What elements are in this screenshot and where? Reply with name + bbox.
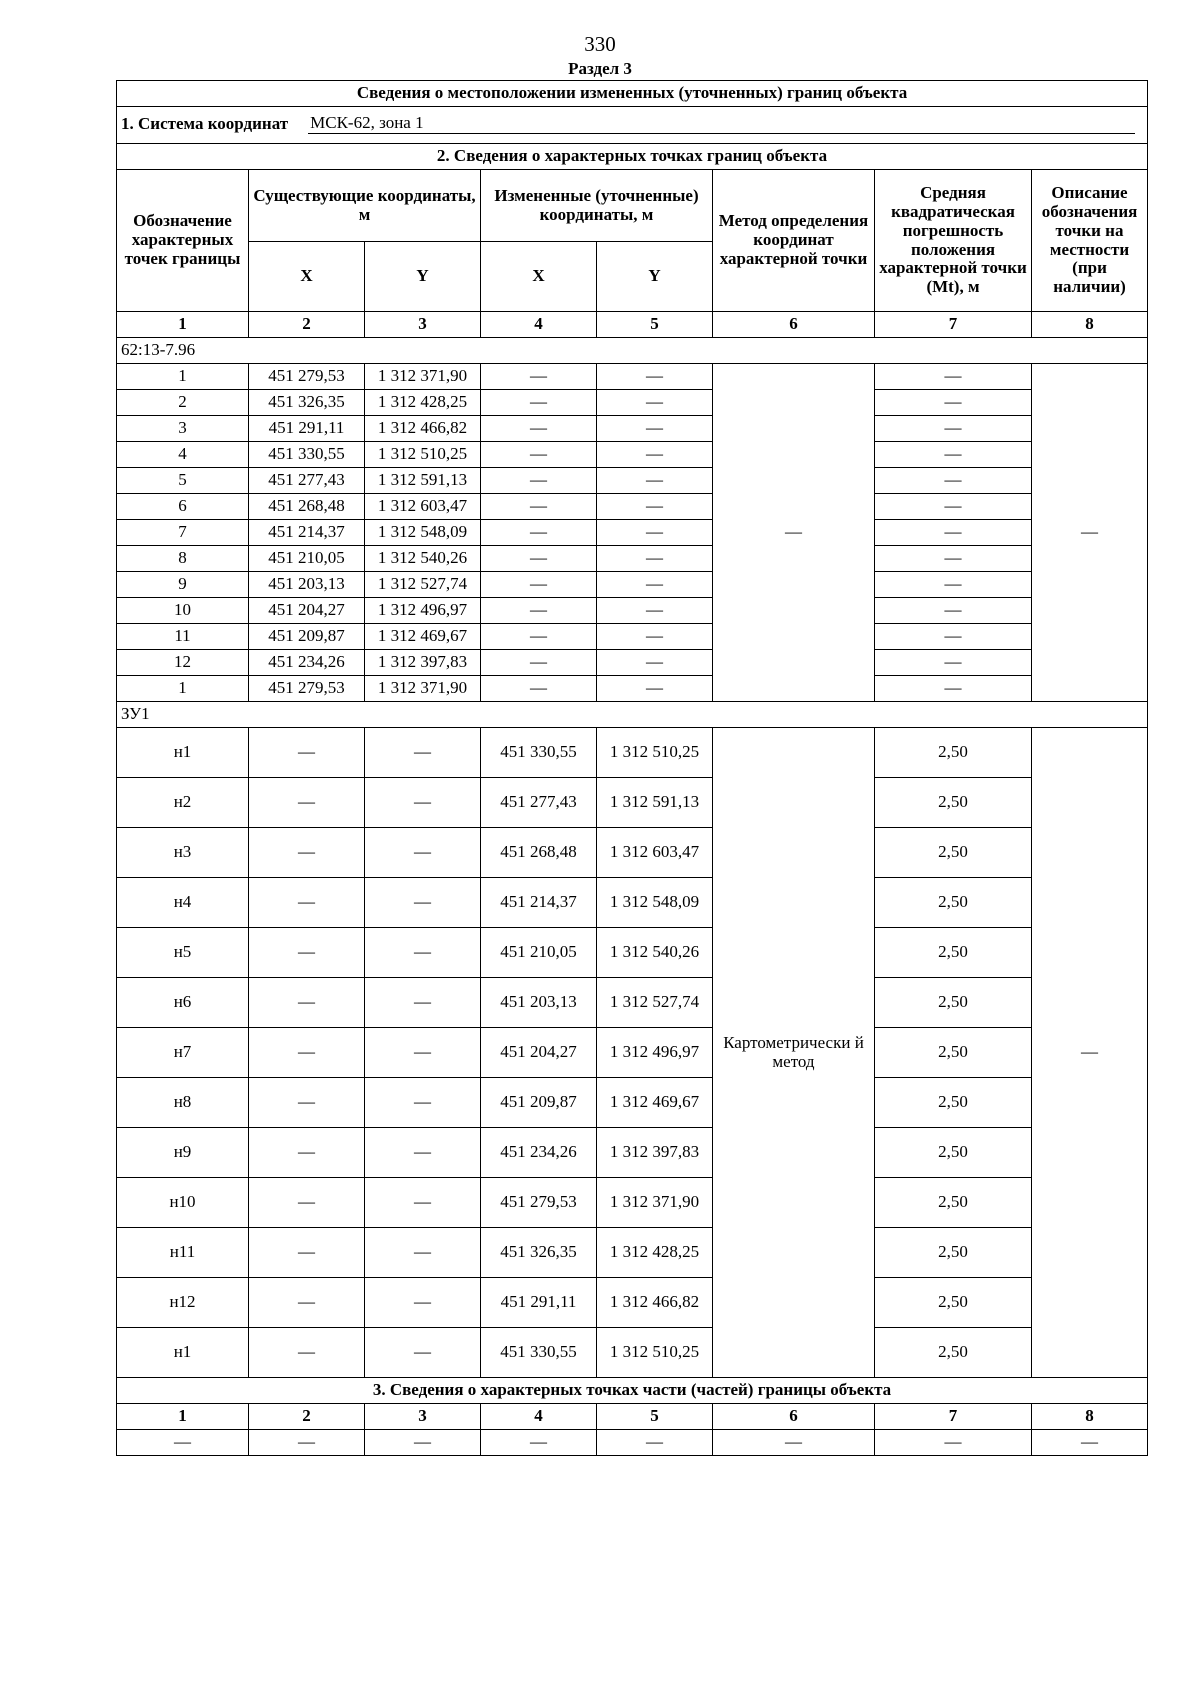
- table-row: [117, 1078, 1148, 1128]
- existing-y-dash: —: [365, 1128, 481, 1178]
- mt-dash: —: [875, 598, 1032, 624]
- column-number: 4: [481, 312, 597, 338]
- existing-x-dash: —: [249, 1278, 365, 1328]
- description-dash: —: [1032, 728, 1148, 1378]
- existing-y: 1 312 603,47: [365, 494, 481, 520]
- table-row: [117, 572, 1148, 598]
- changed-x: 451 277,43: [481, 778, 597, 828]
- column-number: 5: [597, 312, 713, 338]
- point-id: н11: [117, 1228, 249, 1278]
- changed-x-dash: —: [481, 364, 597, 390]
- changed-y-dash: —: [597, 572, 713, 598]
- existing-x-dash: —: [249, 828, 365, 878]
- table-row: [117, 778, 1148, 828]
- existing-y: 1 312 371,90: [365, 364, 481, 390]
- header-point-designation: Обозначение характерных точек границы: [117, 170, 249, 312]
- mt-value: 2,50: [875, 1078, 1032, 1128]
- table-row: [117, 364, 1148, 390]
- mt-value: 2,50: [875, 1228, 1032, 1278]
- mt-value: 2,50: [875, 778, 1032, 828]
- column-number: 6: [713, 1404, 875, 1430]
- existing-y-dash: —: [365, 1278, 481, 1328]
- changed-y: 1 312 469,67: [597, 1078, 713, 1128]
- changed-x: 451 330,55: [481, 1328, 597, 1378]
- column-number: 5: [597, 1404, 713, 1430]
- point-id: 8: [117, 546, 249, 572]
- existing-x: 451 330,55: [249, 442, 365, 468]
- mt-dash: —: [875, 468, 1032, 494]
- table-row: [117, 442, 1148, 468]
- existing-x-dash: —: [249, 978, 365, 1028]
- mt-value: 2,50: [875, 978, 1032, 1028]
- table-row: [117, 978, 1148, 1028]
- existing-y-dash: —: [365, 1228, 481, 1278]
- changed-y: 1 312 510,25: [597, 728, 713, 778]
- header-existing-coords: Существующие координаты, м: [249, 170, 481, 242]
- existing-y-dash: —: [365, 728, 481, 778]
- changed-x-dash: —: [481, 520, 597, 546]
- existing-x-dash: —: [249, 928, 365, 978]
- part3-dash: —: [1032, 1430, 1148, 1456]
- existing-y: 1 312 510,25: [365, 442, 481, 468]
- point-id: 6: [117, 494, 249, 520]
- existing-x-dash: —: [249, 1328, 365, 1378]
- changed-y: 1 312 548,09: [597, 878, 713, 928]
- coord-system-row: [117, 107, 1148, 144]
- column-number: 1: [117, 1404, 249, 1430]
- table-row: [117, 928, 1148, 978]
- existing-x: 451 279,53: [249, 676, 365, 702]
- table-row: [117, 598, 1148, 624]
- changed-y: 1 312 603,47: [597, 828, 713, 878]
- column-number: 3: [365, 312, 481, 338]
- column-number: 1: [117, 312, 249, 338]
- method-dash: —: [713, 364, 875, 702]
- point-id: 7: [117, 520, 249, 546]
- coord-system-value: МСК-62, зона 1: [308, 114, 1135, 134]
- point-id: н2: [117, 778, 249, 828]
- existing-y: 1 312 548,09: [365, 520, 481, 546]
- mt-value: 2,50: [875, 828, 1032, 878]
- table-row: [117, 1128, 1148, 1178]
- point-id: 5: [117, 468, 249, 494]
- point-id: н7: [117, 1028, 249, 1078]
- section-title: Раздел 3: [568, 59, 632, 78]
- changed-y-dash: —: [597, 650, 713, 676]
- point-id: н1: [117, 728, 249, 778]
- column-number: 7: [875, 1404, 1032, 1430]
- part3-dash: —: [249, 1430, 365, 1456]
- point-id: 9: [117, 572, 249, 598]
- existing-y: 1 312 428,25: [365, 390, 481, 416]
- existing-x: 451 268,48: [249, 494, 365, 520]
- changed-x: 451 209,87: [481, 1078, 597, 1128]
- changed-x: 451 279,53: [481, 1178, 597, 1228]
- changed-y: 1 312 527,74: [597, 978, 713, 1028]
- table-row: [117, 650, 1148, 676]
- column-number: 6: [713, 312, 875, 338]
- table-row: [117, 1228, 1148, 1278]
- table-title: Сведения о местоположении измененных (уточненных) границ объекта: [117, 81, 1148, 107]
- existing-x-dash: —: [249, 1128, 365, 1178]
- existing-x: 451 203,13: [249, 572, 365, 598]
- group2-label: ЗУ1: [117, 702, 1148, 728]
- existing-x-dash: —: [249, 1178, 365, 1228]
- existing-x: 451 210,05: [249, 546, 365, 572]
- column-number: 7: [875, 312, 1032, 338]
- table-row: [117, 1278, 1148, 1328]
- existing-y-dash: —: [365, 1028, 481, 1078]
- point-id: н10: [117, 1178, 249, 1228]
- changed-x-dash: —: [481, 624, 597, 650]
- changed-y-dash: —: [597, 494, 713, 520]
- existing-y-dash: —: [365, 828, 481, 878]
- page-number: 330: [584, 32, 616, 56]
- point-id: 3: [117, 416, 249, 442]
- column-number: 8: [1032, 312, 1148, 338]
- header-method: Метод определения координат характерной точки: [713, 170, 875, 312]
- mt-value: 2,50: [875, 728, 1032, 778]
- header-x-changed: X: [481, 242, 597, 312]
- point-id: н6: [117, 978, 249, 1028]
- mt-dash: —: [875, 364, 1032, 390]
- existing-x-dash: —: [249, 878, 365, 928]
- changed-y-dash: —: [597, 442, 713, 468]
- table-row: [117, 416, 1148, 442]
- mt-dash: —: [875, 676, 1032, 702]
- column-number: 8: [1032, 1404, 1148, 1430]
- changed-y-dash: —: [597, 676, 713, 702]
- mt-dash: —: [875, 624, 1032, 650]
- changed-x: 451 268,48: [481, 828, 597, 878]
- table-row: [117, 728, 1148, 778]
- changed-y: 1 312 428,25: [597, 1228, 713, 1278]
- part3-dash: —: [875, 1430, 1032, 1456]
- table-row: [117, 390, 1148, 416]
- table-row: [117, 676, 1148, 702]
- header-mt-error: Средняя квадратическая погрешность положения характерной точки (Mt), м: [875, 170, 1032, 312]
- part3-dash: —: [117, 1430, 249, 1456]
- changed-y-dash: —: [597, 520, 713, 546]
- existing-x-dash: —: [249, 1078, 365, 1128]
- description-dash: —: [1032, 364, 1148, 702]
- changed-y-dash: —: [597, 468, 713, 494]
- mt-dash: —: [875, 416, 1032, 442]
- table-row: [117, 828, 1148, 878]
- changed-y: 1 312 397,83: [597, 1128, 713, 1178]
- point-id: н1: [117, 1328, 249, 1378]
- changed-x: 451 203,13: [481, 978, 597, 1028]
- part3-title: 3. Сведения о характерных точках части (частей) границы объекта: [117, 1378, 1148, 1404]
- changed-x: 451 291,11: [481, 1278, 597, 1328]
- existing-y: 1 312 540,26: [365, 546, 481, 572]
- changed-y-dash: —: [597, 390, 713, 416]
- mt-dash: —: [875, 520, 1032, 546]
- existing-x-dash: —: [249, 1228, 365, 1278]
- changed-y-dash: —: [597, 546, 713, 572]
- part3-dash: —: [597, 1430, 713, 1456]
- mt-value: 2,50: [875, 1128, 1032, 1178]
- existing-x: 451 214,37: [249, 520, 365, 546]
- point-id: н4: [117, 878, 249, 928]
- table-row: [117, 494, 1148, 520]
- column-number: 3: [365, 1404, 481, 1430]
- group1-label: 62:13-7.96: [117, 338, 1148, 364]
- changed-y-dash: —: [597, 416, 713, 442]
- existing-y: 1 312 371,90: [365, 676, 481, 702]
- table-row: [117, 624, 1148, 650]
- existing-y: 1 312 397,83: [365, 650, 481, 676]
- part3-dash: —: [713, 1430, 875, 1456]
- changed-x: 451 326,35: [481, 1228, 597, 1278]
- changed-y: 1 312 540,26: [597, 928, 713, 978]
- existing-x: 451 209,87: [249, 624, 365, 650]
- changed-y-dash: —: [597, 598, 713, 624]
- point-id: н8: [117, 1078, 249, 1128]
- changed-x-dash: —: [481, 650, 597, 676]
- mt-dash: —: [875, 650, 1032, 676]
- existing-x-dash: —: [249, 1028, 365, 1078]
- changed-y: 1 312 466,82: [597, 1278, 713, 1328]
- header-y-changed: Y: [597, 242, 713, 312]
- changed-x: 451 234,26: [481, 1128, 597, 1178]
- point-id: 1: [117, 364, 249, 390]
- existing-x: 451 326,35: [249, 390, 365, 416]
- changed-x-dash: —: [481, 676, 597, 702]
- mt-value: 2,50: [875, 1278, 1032, 1328]
- mt-dash: —: [875, 442, 1032, 468]
- part3-dash: —: [481, 1430, 597, 1456]
- method-value: Картометрически й метод: [713, 728, 875, 1378]
- mt-value: 2,50: [875, 1178, 1032, 1228]
- point-id: 11: [117, 624, 249, 650]
- changed-x-dash: —: [481, 572, 597, 598]
- existing-x-dash: —: [249, 728, 365, 778]
- point-id: 4: [117, 442, 249, 468]
- changed-x-dash: —: [481, 442, 597, 468]
- existing-y-dash: —: [365, 1078, 481, 1128]
- changed-y: 1 312 591,13: [597, 778, 713, 828]
- changed-y: 1 312 371,90: [597, 1178, 713, 1228]
- existing-y: 1 312 466,82: [365, 416, 481, 442]
- table-row: [117, 546, 1148, 572]
- mt-dash: —: [875, 390, 1032, 416]
- changed-y: 1 312 496,97: [597, 1028, 713, 1078]
- existing-y-dash: —: [365, 778, 481, 828]
- column-number: 2: [249, 312, 365, 338]
- table-row: [117, 1430, 1148, 1456]
- mt-dash: —: [875, 546, 1032, 572]
- point-id: н3: [117, 828, 249, 878]
- header-x-existing: X: [249, 242, 365, 312]
- changed-x: 451 214,37: [481, 878, 597, 928]
- changed-y-dash: —: [597, 624, 713, 650]
- header-changed-coords: Измененные (уточненные) координаты, м: [481, 170, 713, 242]
- existing-x: 451 291,11: [249, 416, 365, 442]
- existing-x: 451 279,53: [249, 364, 365, 390]
- point-id: 12: [117, 650, 249, 676]
- header-y-existing: Y: [365, 242, 481, 312]
- changed-x-dash: —: [481, 546, 597, 572]
- existing-y-dash: —: [365, 928, 481, 978]
- existing-y-dash: —: [365, 1328, 481, 1378]
- mt-value: 2,50: [875, 1028, 1032, 1078]
- header-description: Описание обозначения точки на местности (при наличии): [1032, 170, 1148, 312]
- existing-x-dash: —: [249, 778, 365, 828]
- changed-x-dash: —: [481, 494, 597, 520]
- table-row: [117, 520, 1148, 546]
- coord-system-label: 1. Система координат: [121, 114, 289, 134]
- part3-dash: —: [365, 1430, 481, 1456]
- table-row: [117, 468, 1148, 494]
- table-row: [117, 1328, 1148, 1378]
- table-row: [117, 1178, 1148, 1228]
- point-id: н12: [117, 1278, 249, 1328]
- column-number: 2: [249, 1404, 365, 1430]
- existing-y: 1 312 527,74: [365, 572, 481, 598]
- existing-y: 1 312 469,67: [365, 624, 481, 650]
- changed-x-dash: —: [481, 598, 597, 624]
- changed-y-dash: —: [597, 364, 713, 390]
- changed-x: 451 330,55: [481, 728, 597, 778]
- existing-y-dash: —: [365, 878, 481, 928]
- column-number-row: [117, 312, 1148, 338]
- changed-y: 1 312 510,25: [597, 1328, 713, 1378]
- mt-value: 2,50: [875, 928, 1032, 978]
- boundary-table: [116, 80, 1148, 1456]
- table-row: [117, 1028, 1148, 1078]
- part2-title: 2. Сведения о характерных точках границ объекта: [117, 144, 1148, 170]
- changed-x: 451 210,05: [481, 928, 597, 978]
- point-id: 10: [117, 598, 249, 624]
- existing-y: 1 312 591,13: [365, 468, 481, 494]
- mt-dash: —: [875, 494, 1032, 520]
- existing-y-dash: —: [365, 1178, 481, 1228]
- mt-value: 2,50: [875, 1328, 1032, 1378]
- mt-value: 2,50: [875, 878, 1032, 928]
- point-id: н5: [117, 928, 249, 978]
- point-id: н9: [117, 1128, 249, 1178]
- table-row: [117, 878, 1148, 928]
- changed-x-dash: —: [481, 416, 597, 442]
- column-number: 4: [481, 1404, 597, 1430]
- mt-dash: —: [875, 572, 1032, 598]
- changed-x: 451 204,27: [481, 1028, 597, 1078]
- point-id: 2: [117, 390, 249, 416]
- existing-y: 1 312 496,97: [365, 598, 481, 624]
- existing-x: 451 234,26: [249, 650, 365, 676]
- existing-y-dash: —: [365, 978, 481, 1028]
- changed-x-dash: —: [481, 390, 597, 416]
- point-id: 1: [117, 676, 249, 702]
- changed-x-dash: —: [481, 468, 597, 494]
- existing-x: 451 204,27: [249, 598, 365, 624]
- existing-x: 451 277,43: [249, 468, 365, 494]
